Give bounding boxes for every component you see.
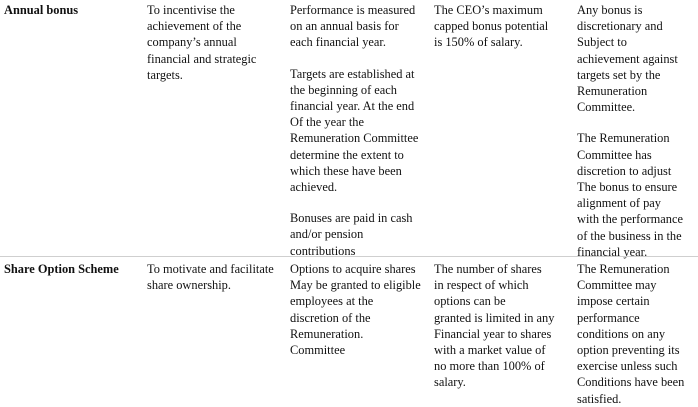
- row-title-cell: [4, 2, 140, 18]
- purpose-text: To incentivise the achievement of the company’s annual financial and strategic targets.: [147, 3, 257, 82]
- opportunity-text: The CEO’s maximum capped bonus potential is 150% of salary.: [434, 3, 549, 50]
- conditions-paragraph: The Remuneration Committee has discretion to adjust The bonus to ensure alignment of pay with the performance of the business in the financial year.: [577, 131, 683, 259]
- conditions-paragraph: The Remuneration Committee may impose certain performance conditions on any option preventing its exercise unless such Conditions have been satisfied.: [577, 262, 685, 406]
- conditions-cell: [577, 261, 695, 407]
- table-row-share-option-scheme: [0, 261, 698, 406]
- row-title-cell: [4, 261, 140, 277]
- opportunity-cell: [434, 2, 576, 51]
- conditions-cell: [577, 2, 695, 260]
- conditions-paragraph: Any bonus is discretionary and Subject to achievement against targets set by the Remuneration Committee.: [577, 3, 678, 115]
- row-title: Annual bonus: [4, 3, 79, 17]
- operation-paragraph: Options to acquire shares May be granted to eligible employees at the discretion of the Remuneration. Committee: [290, 262, 421, 358]
- operation-cell: [290, 261, 432, 358]
- operation-paragraph: Bonuses are paid in cash and/or pension contributions: [290, 211, 413, 258]
- operation-cell: [290, 2, 432, 259]
- row-title: Share Option Scheme: [4, 262, 119, 276]
- table-row-annual-bonus: [0, 2, 698, 259]
- purpose-text: To motivate and facilitate share ownership.: [147, 262, 274, 293]
- operation-paragraph: Targets are established at the beginning of each financial year. At the end Of the year the Remuneration Committee determine the extent to which these have been achieved.: [290, 66, 419, 195]
- operation-paragraph: Performance is measured on an annual basis for each financial year.: [290, 3, 416, 50]
- opportunity-cell: [434, 261, 576, 391]
- opportunity-text: The number of shares in respect of which options can be granted is limited in any Financial year to shares with a market value of no more than 100% of salary.: [434, 262, 555, 390]
- purpose-cell: [147, 2, 287, 83]
- row-divider: [0, 256, 698, 257]
- purpose-cell: [147, 261, 287, 293]
